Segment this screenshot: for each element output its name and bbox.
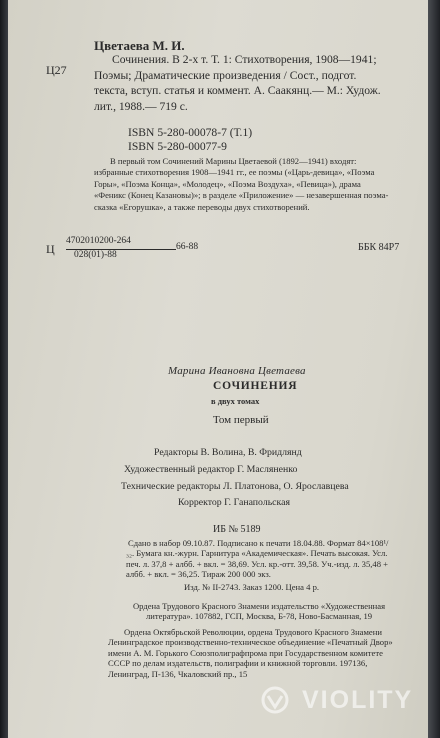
annotation: В первый том Сочинений Марины Цветаевой (1892—1941) входят: избранные стихотворения 1908—1941 гг., ее поэмы («Царь-девица», «Поэма Горы», «Поэма Конца», «Молодец», «Поэма Воздуха», «Певица»), драма «Феникс (Конец Казановы)»; в разделе «Приложение» — незавершенная поэма-сказка «Егорушка», а также переводы двух стихотворений. (94, 156, 389, 212)
bibliographic-description: Сочинения. В 2-х т. Т. 1: Стихотворения, 1908—1941; Поэмы; Драматические произведения / Сост., подгот. текста, вступ. статья и коммент. А. Саакянц.— М.: Худож. лит., 1988.— 719 с. (94, 53, 381, 113)
code-denominator: 028(01)-88 (74, 250, 117, 260)
code-numerator: 4702010200-264 (66, 236, 131, 246)
credit-art-editor: Художественный редактор Г. Масляненко (124, 464, 298, 475)
credit-editors: Редакторы В. Волина, В. Фридлянд (154, 447, 302, 458)
credit-proofreader: Корректор Г. Ганапольская (178, 497, 290, 508)
book-page (8, 0, 428, 738)
author-full-name: Марина Ивановна Цветаева (168, 365, 306, 377)
isbn-volume: ISBN 5-280-00078-7 (Т.1) (128, 126, 253, 139)
ib-number: ИБ № 5189 (213, 524, 261, 535)
printer-info: Ордена Октябрьской Революции, ордена Трудового Красного Знамени Ленинградское производственно-техническое объединение «Печатный Двор» имени А. М. Горького Союзполиграфпрома при Государственном комитете СССР по делам издательств, полиграфии и книжной торговли. 197136, Ленинград, П-136, Чкаловский пр., 15 (108, 627, 393, 679)
volume-label: Том первый (213, 414, 269, 426)
book-binding-left (0, 0, 8, 738)
credit-tech-editors: Технические редакторы Л. Платонова, О. Ярославцева (121, 481, 349, 492)
watermark-text: VIOLITY (302, 686, 414, 714)
violity-logo-icon (260, 685, 300, 715)
publisher-info: Ордена Трудового Красного Знамени издательство «Художественная литература». 107882, ГСП, Москва, Б-78, Ново-Басманная, 19 (132, 601, 386, 622)
author-heading: Цветаева М. И. (94, 38, 185, 53)
code-letter: Ц (46, 242, 55, 256)
violity-watermark (260, 685, 428, 715)
code-tail: 66-88 (176, 242, 199, 252)
order-line: Изд. № II-2743. Заказ 1200. Цена 4 р. (184, 582, 320, 592)
bbk-index: ББК 84Р7 (358, 242, 400, 253)
isbn-set: ISBN 5-280-00077-9 (128, 140, 227, 153)
book-subtitle: в двух томах (211, 396, 260, 406)
udc-index: Ц27 (46, 63, 67, 77)
book-title: СОЧИНЕНИЯ (213, 380, 298, 392)
technical-details: Сдано в набор 09.10.87. Подписано к печати 18.04.88. Формат 84×108¹/₃₂. Бумага кн.-журн. Гарнитура «Академическая». Печать высокая. Усл. печ. л. 37,8 + албб. + вкл. = 38,69. Усл. кр.-отт. 39,58. Уч.-изд. л. 35,48 + албб. + вкл. = 36,25. Тираж 200 000 экз. (126, 538, 389, 580)
book-binding-right (428, 0, 440, 738)
